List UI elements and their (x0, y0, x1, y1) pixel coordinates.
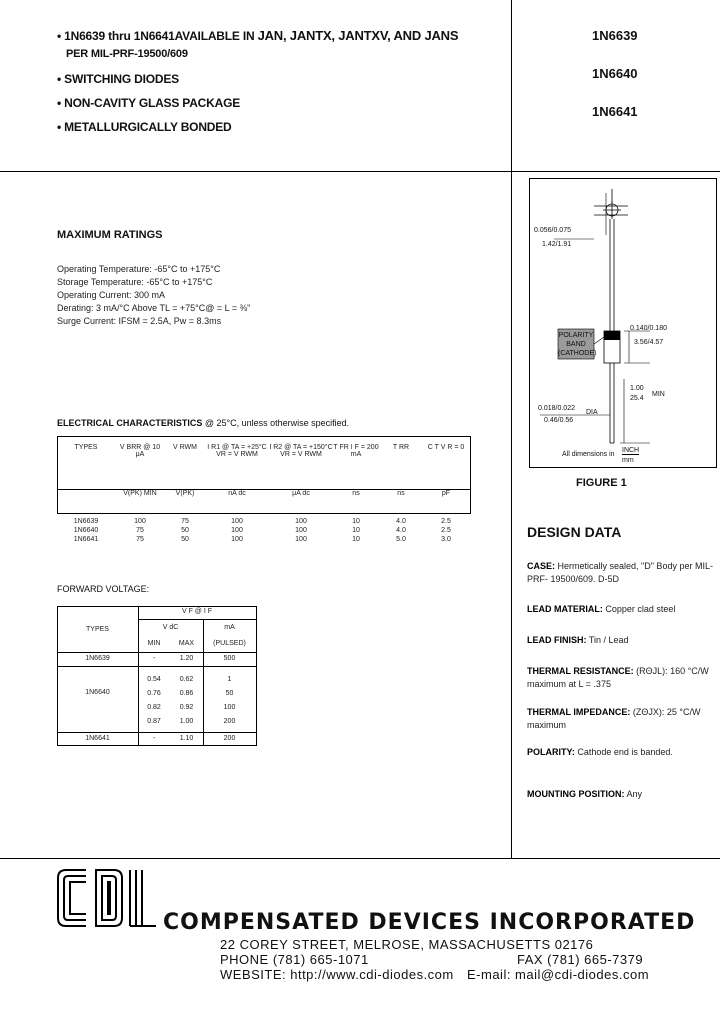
design-data-title: DESIGN DATA (527, 524, 622, 540)
dim-lead-length: 1.00 (630, 385, 644, 392)
fv-row-max: 1.20 (179, 655, 194, 662)
design-data-lead-finish: LEAD FINISH: Tin / Lead (527, 635, 629, 645)
fv-header-pulsed: (PULSED) (213, 640, 246, 647)
company-fax: FAX (781) 665-7379 (517, 952, 644, 967)
polarity-band-label: POLARITY BAND (CATHODE) (558, 332, 597, 357)
fv-row-max: 1.10 (179, 735, 194, 742)
electrical-header-row-2: V(PK) MIN V(PK) nA dc μA dc ns ns pF (123, 490, 451, 497)
fv-row-ma: 50 (225, 690, 234, 697)
max-rating-line: Surge Current: IFSM = 2.5A, Pw = 8.3ms (57, 316, 222, 326)
max-rating-line: Storage Temperature: -65°C to +175°C (57, 277, 213, 287)
units-inch: INCH (622, 447, 640, 454)
fv-row-ma: 100 (223, 704, 236, 711)
forward-voltage-title: FORWARD VOLTAGE: (57, 584, 150, 594)
feature-bullet-3: • NON-CAVITY GLASS PACKAGE (57, 96, 241, 110)
cdi-logo-text: cdi (56, 866, 58, 867)
fv-row-divider (57, 652, 256, 653)
max-rating-line: Operating Current: 300 mA (57, 290, 166, 300)
dim-dia-label: DIA (586, 409, 598, 416)
dim-body-length: 0.140/0.180 (630, 325, 667, 332)
fv-header-min: MIN (147, 640, 161, 647)
company-address: 22 COREY STREET, MELROSE, MASSACHUSETTS 02176 (220, 937, 594, 952)
dim-wire-diameter: 0.018/0.022 (538, 405, 575, 412)
feature-bullet-1: • 1N6639 thru 1N6641AVAILABLE IN JAN, JANTX, JANTXV, AND JANS (57, 28, 459, 43)
part-number-1: 1N6639 (592, 28, 638, 43)
units-mm: mm (622, 457, 634, 464)
fv-row-type: 1N6639 (85, 655, 110, 662)
electrical-table (57, 444, 469, 545)
fv-row-ma: 1 (227, 676, 232, 683)
max-ratings-title: MAXIMUM RATINGS (57, 229, 163, 241)
fv-header-types: TYPES (86, 626, 109, 633)
fv-row-max: 0.62 (179, 676, 194, 683)
fv-row-min: - (152, 655, 156, 662)
header-divider-vertical (511, 0, 512, 858)
fv-row-min: - (152, 735, 156, 742)
fv-row-max: 1.00 (179, 718, 194, 725)
fv-row-ma: 200 (223, 718, 236, 725)
fv-row-min: 0.82 (147, 704, 161, 711)
design-data-thermal-impedance: THERMAL IMPEDANCE: (ZΘJX): 25 °C/W maximum (527, 707, 701, 730)
part-number-3: 1N6641 (592, 104, 638, 119)
feature-bullet-4: • METALLURGICALLY BONDED (57, 120, 232, 134)
electrical-title: ELECTRICAL CHARACTERISTICS @ 25°C, unless otherwise specified. (57, 418, 350, 428)
design-data-mounting: MOUNTING POSITION: Any (527, 789, 643, 799)
company-email[interactable]: E-mail: mail@cdi-diodes.com (467, 967, 650, 982)
fv-row-type: 1N6641 (85, 735, 110, 742)
design-data-polarity: POLARITY: Cathode end is banded. (527, 747, 673, 757)
electrical-header-row-1: TYPES V BRR @ 10 μA V RWM I R1 @ TA = +25°C VR = V RWM I R2 @ TA = +150°C VR = V RWM T FR I F = 200 mA T RR C T V R = 0 (74, 444, 465, 458)
company-website[interactable]: WEBSITE: http://www.cdi-diodes.com (220, 967, 454, 982)
cdi-logo (56, 866, 160, 930)
dim-wire-diameter-mm: 0.46/0.56 (544, 417, 574, 424)
max-rating-line: Operating Temperature: -65°C to +175°C (57, 264, 221, 274)
fv-row-min: 0.87 (147, 718, 161, 725)
dim-lead-length-mm: 25.4 (630, 395, 644, 402)
max-rating-line: Derating: 3 mA/°C Above TL = +75°C@ = L = ⅜" (57, 303, 251, 313)
company-name: COMPENSATED DEVICES INCORPORATED (163, 910, 696, 935)
fv-row-divider (138, 619, 256, 620)
design-data-case: CASE: Hermetically sealed, "D" Body per MIL-PRF- 19500/609. D-5D (527, 561, 713, 584)
fv-row-min: 0.76 (147, 690, 161, 697)
fv-header-vdc: V dC (162, 624, 179, 631)
fv-header-vf: V F @ I F (181, 608, 213, 615)
header-divider-horizontal (0, 171, 720, 172)
feature-bullet-2: • SWITCHING DIODES (57, 72, 179, 86)
dim-lead-diameter: 0.056/0.075 (534, 227, 571, 234)
table-row: 1N6640 75 50 100 100 10 4.0 2.5 (73, 527, 451, 534)
design-data-thermal-resistance: THERMAL RESISTANCE: (RΘJL): 160 °C/W maximum at L = .375 (527, 666, 709, 689)
fv-row-max: 0.92 (179, 704, 194, 711)
dim-lead-diameter-mm: 1.42/1.91 (542, 241, 572, 248)
fv-row-ma: 200 (223, 735, 236, 742)
table-row: 1N6639 100 75 100 100 10 4.0 2.5 (73, 518, 451, 525)
fv-row-divider (57, 666, 256, 667)
company-phone: PHONE (781) 665-1071 (220, 952, 369, 967)
table-row: 1N6641 75 50 100 100 10 5.0 3.0 (73, 536, 451, 543)
units-note: All dimensions in (562, 451, 615, 458)
fv-header-ma: mA (224, 624, 235, 631)
design-data-lead-material: LEAD MATERIAL: Copper clad steel (527, 604, 676, 614)
fv-row-min: 0.54 (147, 676, 161, 683)
part-number-2: 1N6640 (592, 66, 638, 81)
fv-row-divider (57, 732, 256, 733)
figure-1-frame (529, 178, 717, 468)
feature-bullet-1b: PER MIL-PRF-19500/609 (66, 48, 188, 60)
fv-row-max: 0.86 (179, 690, 194, 697)
dim-body-length-mm: 3.56/4.57 (634, 339, 664, 346)
dim-lead-length-unit: MIN (652, 391, 665, 398)
fv-row-ma: 500 (223, 655, 236, 662)
fv-row-type: 1N6640 (85, 689, 110, 696)
footer-divider (0, 858, 720, 859)
fv-header-max: MAX (178, 640, 195, 647)
figure-caption: FIGURE 1 (576, 477, 627, 489)
